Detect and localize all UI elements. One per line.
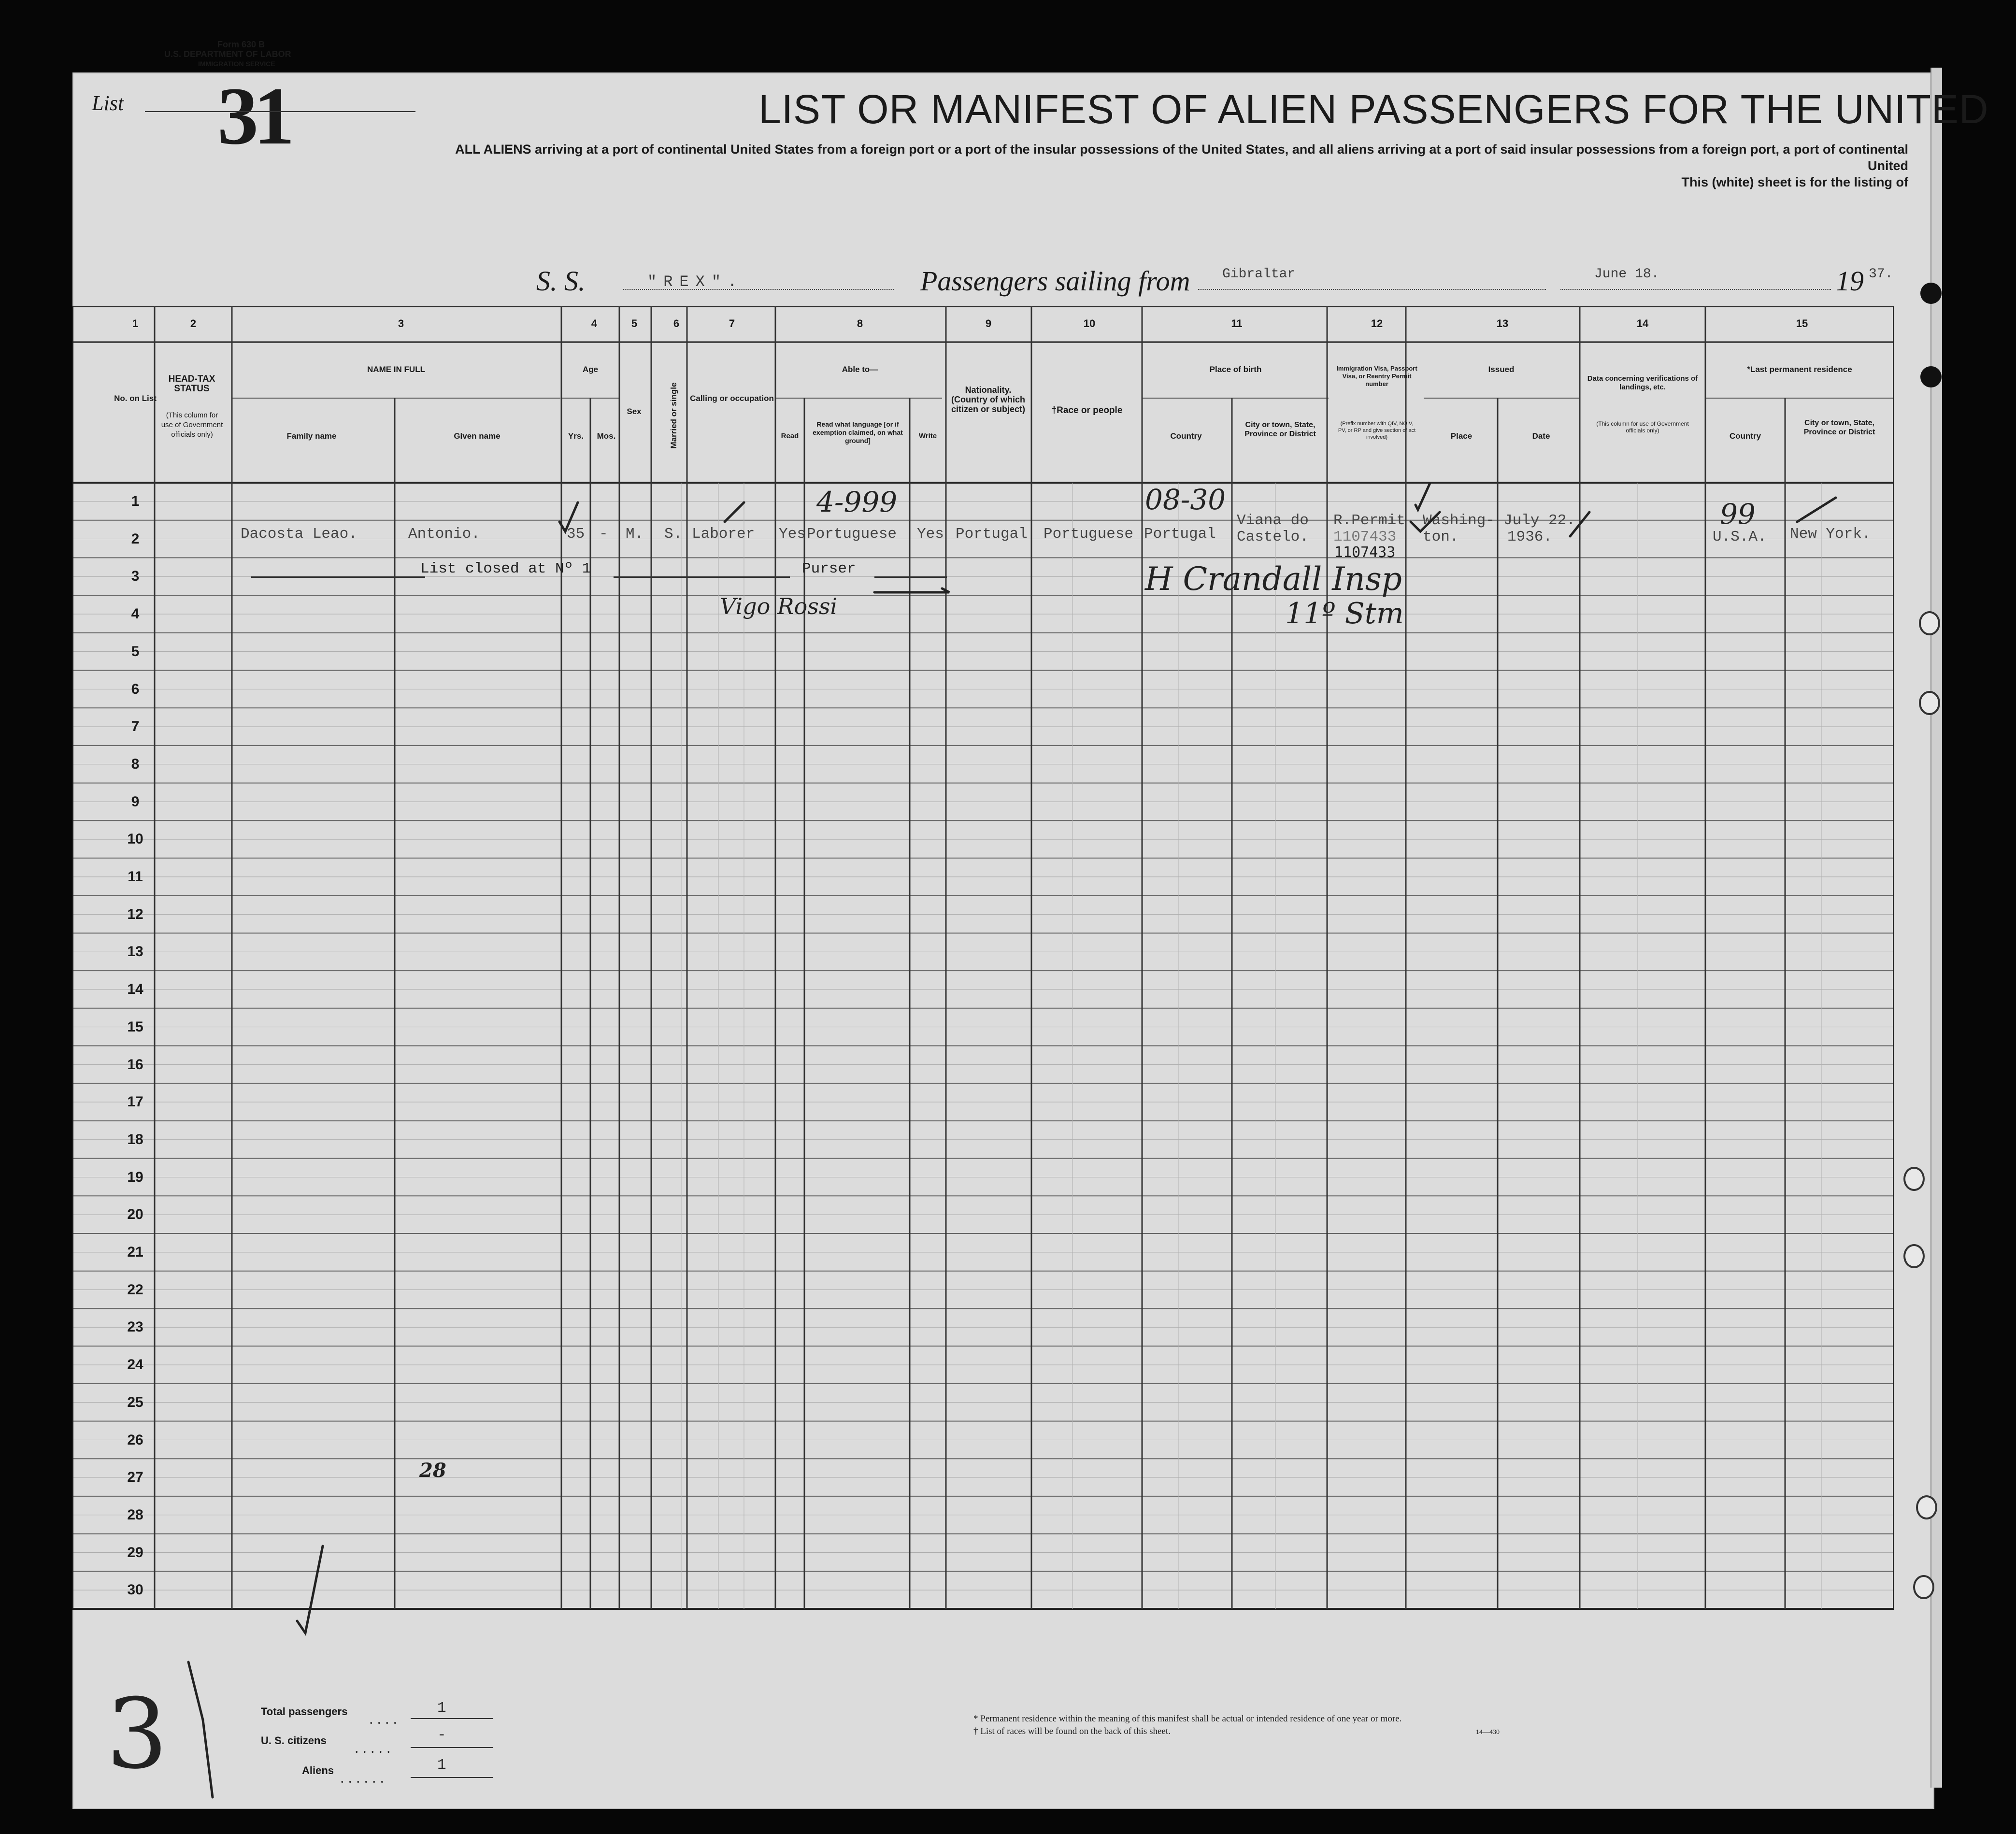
binder-hole (1903, 1167, 1925, 1191)
footnote-races: † List of races will be found on the back of this sheet. (973, 1726, 1171, 1736)
col-num-4: 4 (591, 317, 598, 330)
check-mark-verification (1570, 512, 1589, 536)
hdr-race: †Race or people (1051, 405, 1123, 416)
row-number: 20 (127, 1206, 143, 1223)
row-number: 15 (127, 1018, 143, 1035)
purser-signature: Vigo Rossi (720, 593, 838, 619)
col-num-7: 7 (729, 317, 735, 330)
hand-corner-number: 3 (106, 1678, 168, 1791)
row-number: 1 (131, 493, 140, 509)
subtitle-line-1: ALL ALIENS arriving at a port of continental United States from a foreign port or a port of the insular possessions of the United States, and all aliens arriving at a port of said insular possessions from a foreign port, a port of continental United (455, 142, 1908, 173)
col-num-11: 11 (1231, 317, 1243, 330)
binder-rivet (1920, 366, 1942, 387)
citizens-rule (411, 1747, 493, 1748)
check-mark-nationality (1415, 483, 1430, 510)
hand-lang-code: 4-999 (816, 486, 898, 518)
check-mark-permit (1411, 512, 1440, 531)
col-num-14: 14 (1636, 317, 1649, 330)
entry-age-yrs: 35 (567, 526, 585, 543)
entry-issued-place-2: ton. (1423, 529, 1459, 545)
row-number: 25 (127, 1394, 143, 1410)
total-passengers-value: 1 (437, 1700, 446, 1717)
col-num-10: 10 (1083, 317, 1096, 330)
col-num-6: 6 (673, 317, 680, 330)
corner-bracket (188, 1662, 213, 1797)
row-number: 7 (131, 718, 140, 735)
hdr-last-residence: *Last permanent residence (1747, 365, 1852, 374)
hdr-verification-note: (This column for use of Government officials only) (1596, 420, 1689, 434)
footnote-residence: * Permanent residence within the meaning of this manifest shall be actual or intended residence of one year or more. (973, 1714, 1402, 1724)
year-suffix: 37. (1869, 267, 1893, 282)
subtitle-line-2: This (white) sheet is for the listing of (1681, 175, 1908, 189)
row-number: 29 (127, 1544, 143, 1561)
col-num-12: 12 (1371, 317, 1383, 330)
form-number: Form 630 B (217, 40, 265, 49)
check-mark-residence (1797, 498, 1836, 522)
hdr-birth-city: City or town, State, Province or District (1244, 421, 1316, 438)
list-closed-text: List closed at Nº 1 (420, 560, 591, 577)
row-number: 18 (127, 1131, 143, 1147)
hdr-read-language: Read what language [or if exemption claimed, on what ground] (813, 420, 903, 444)
sailing-date: June 18. (1594, 267, 1659, 282)
list-number: 31 (217, 71, 290, 161)
row-number: 5 (131, 643, 140, 659)
footer-form-code: 14—430 (1476, 1729, 1500, 1736)
hdr-name-in-full: NAME IN FULL (367, 365, 425, 374)
hdr-head-tax: HEAD-TAX STATUS (168, 374, 215, 394)
service: IMMIGRATION SERVICE (198, 60, 275, 68)
entry-birth-country: Portugal (1144, 526, 1216, 543)
sailing-label: Passengers sailing from (920, 265, 1190, 297)
hdr-birth-country: Country (1170, 431, 1202, 441)
hand-station: 11º Stm (1285, 597, 1404, 630)
hdr-age: Age (582, 365, 599, 374)
col-num-3: 3 (398, 317, 404, 330)
hand-res-code: 99 (1720, 498, 1756, 530)
hdr-head-tax-note: (This column for use of Government officials only) (161, 411, 223, 439)
entry-write: Yes (917, 526, 944, 543)
hdr-calling: Calling or occupation (690, 394, 774, 403)
row-number: 8 (131, 756, 140, 772)
ship-name: "REX". (647, 273, 744, 291)
aliens-label: Aliens (302, 1764, 334, 1777)
hand-margin-number: 28 (419, 1459, 446, 1482)
binder-hole (1919, 691, 1940, 715)
row-number: 10 (127, 831, 143, 847)
row-number: 16 (127, 1056, 143, 1073)
hdr-write: Write (918, 432, 937, 440)
row-number: 2 (131, 530, 140, 547)
check-mark-occupation (725, 502, 744, 522)
us-citizens-value: - (437, 1727, 446, 1744)
check-mark-bottom (297, 1546, 323, 1633)
hand-inspector: H Crandall Insp (1145, 560, 1402, 598)
col-num-15: 15 (1796, 317, 1808, 330)
entry-read: Yes (779, 526, 806, 543)
hdr-nationality: Nationality. (Country of which citizen or subject) (951, 385, 1026, 414)
row-number: 17 (127, 1094, 143, 1110)
entry-res-country: U.S.A. (1713, 529, 1767, 545)
hdr-sex: Sex (627, 407, 642, 416)
port-of-departure: Gibraltar (1222, 267, 1296, 282)
entry-language: Portuguese (807, 526, 897, 543)
hdr-visa-note: (Prefix number with QIV, NQIV, PV, or RP and give section of act involved) (1338, 421, 1416, 440)
hdr-res-city: City or town, State, Province or District (1803, 419, 1875, 436)
row-number: 23 (127, 1319, 143, 1335)
entry-occupation: Laborer (692, 526, 755, 543)
row-number: 21 (127, 1244, 143, 1260)
hdr-issued-place: Place (1450, 431, 1473, 441)
hand-permit-number: 1107433 (1334, 544, 1396, 561)
hand-birth-code: 08-30 (1145, 483, 1226, 516)
row-number: 3 (131, 568, 140, 585)
entry-race: Portuguese (1044, 526, 1134, 543)
entry-given-name: Antonio. (408, 526, 480, 543)
row-number: 13 (127, 944, 143, 960)
hdr-able-to: Able to— (842, 365, 878, 374)
entry-family-name: Dacosta Leao. (241, 526, 357, 543)
entry-issued-date-1: July 22. (1503, 512, 1575, 529)
col-num-5: 5 (631, 317, 638, 330)
row-number: 27 (127, 1469, 143, 1486)
row-number: 19 (127, 1169, 143, 1185)
row-number: 22 (127, 1281, 143, 1298)
entry-res-city: New York. (1790, 526, 1871, 543)
hdr-no-on-list: No. on List (114, 394, 157, 403)
page-title: LIST OR MANIFEST OF ALIEN PASSENGERS FOR THE UNITED (758, 86, 1989, 132)
entry-permit-1: R.Permit (1333, 512, 1405, 529)
hdr-age-mos: Mos. (597, 431, 616, 441)
hdr-issued: Issued (1488, 365, 1515, 374)
row-number: 9 (131, 793, 140, 810)
row-number: 30 (127, 1582, 143, 1598)
binder-hole (1913, 1575, 1934, 1599)
purser-arrow (874, 588, 949, 592)
col-num-1: 1 (132, 317, 139, 330)
aliens-value: 1 (437, 1757, 446, 1774)
col-num-13: 13 (1496, 317, 1509, 330)
list-label: List (92, 91, 124, 115)
entry-permit-2: 1107433 (1333, 529, 1397, 545)
entry-issued-place-1: Washing- (1423, 512, 1495, 529)
row-number: 14 (127, 981, 143, 998)
entry-married: S. (664, 526, 683, 543)
entry-sex: M. (626, 526, 644, 543)
binder-hole (1916, 1495, 1937, 1519)
total-passengers-label: Total passengers (261, 1705, 348, 1718)
col-num-8: 8 (857, 317, 863, 330)
ss-label: S. S. (536, 265, 586, 297)
hdr-family-name: Family name (286, 431, 337, 441)
entry-age-mos: - (599, 526, 608, 543)
row-number: 12 (127, 906, 143, 922)
row-number: 6 (131, 681, 140, 697)
hdr-visa: Immigration Visa, Passport Visa, or Reentry Permit number (1336, 365, 1417, 387)
row-number: 28 (127, 1506, 143, 1523)
row-number: 4 (131, 606, 140, 622)
entry-birth-city-2: Castelo. (1237, 529, 1309, 545)
col-num-9: 9 (985, 317, 992, 330)
aliens-rule (411, 1777, 493, 1778)
col-num-2: 2 (190, 317, 197, 330)
row-number: 24 (127, 1357, 143, 1373)
binder-hole (1903, 1244, 1925, 1268)
total-rule (411, 1718, 493, 1719)
hdr-given-name: Given name (454, 431, 500, 441)
hdr-verification: Data concerning verifications of landings, etc. (1587, 374, 1698, 391)
hdr-married: Married or single (669, 382, 678, 449)
entry-birth-city-1: Viana do (1237, 512, 1309, 529)
binder-rivet (1920, 283, 1942, 304)
entry-issued-date-2: 1936. (1507, 529, 1553, 545)
us-citizens-label: U. S. citizens (261, 1734, 327, 1747)
hdr-read: Read (781, 432, 799, 440)
hdr-age-yrs: Yrs. (568, 431, 584, 441)
hdr-place-of-birth: Place of birth (1209, 365, 1262, 374)
binder-hole (1919, 611, 1940, 635)
department: U.S. DEPARTMENT OF LABOR (164, 49, 291, 59)
row-number: 11 (128, 869, 143, 885)
row-number: 26 (127, 1432, 143, 1448)
check-mark-age (559, 502, 578, 531)
year-prefix: 19 (1836, 265, 1864, 297)
hdr-issued-date: Date (1532, 431, 1550, 441)
entry-nationality: Portugal (956, 526, 1028, 543)
purser-label: Purser (802, 560, 856, 577)
hdr-res-country: Country (1729, 431, 1761, 441)
